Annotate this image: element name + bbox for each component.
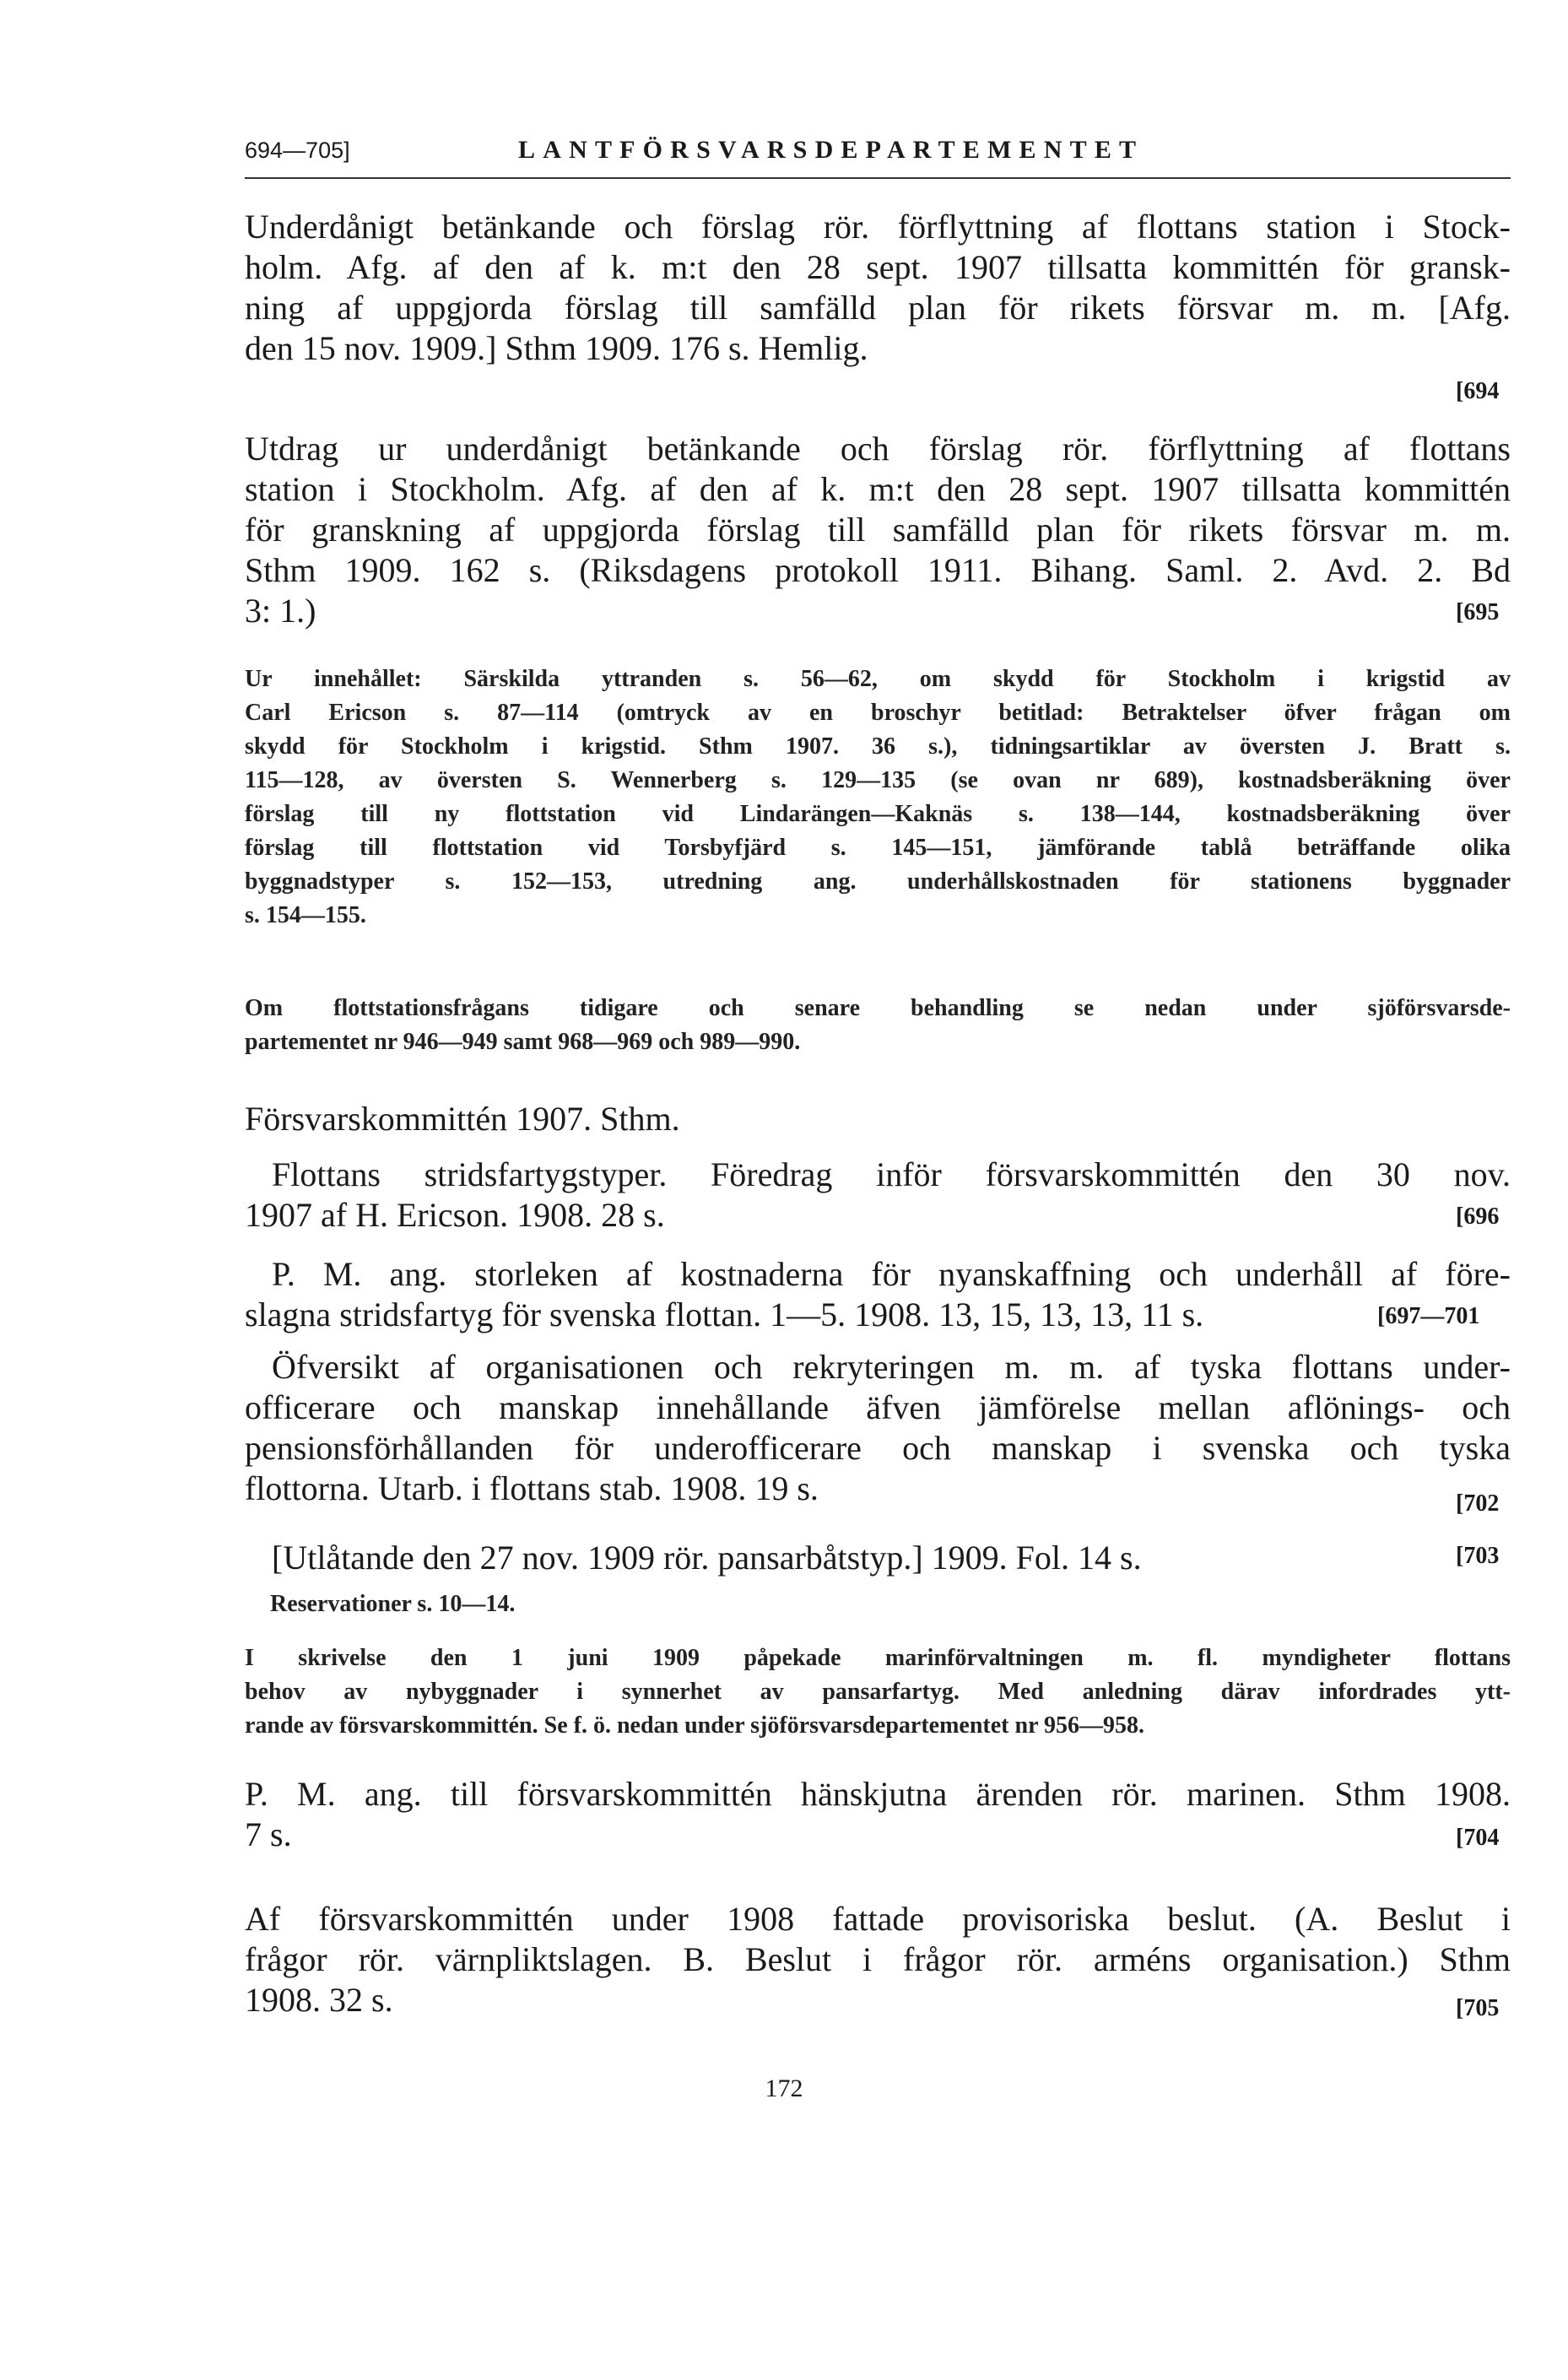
entry-line: holm. Afg. af den af k. m:t den 28 sept. 1907 tillsatta kommittén för gransk- [245, 248, 1511, 286]
note-line: Ur innehållet: Särskilda yttranden s. 56—62, om skydd för Stockholm i krigstid av [245, 666, 1511, 692]
note-line: förslag till flottstation vid Torsbyfjärd s. 145—151, jämförande tablå beträffande olika [245, 835, 1511, 861]
note-line: skydd för Stockholm i krigstid. Sthm 1907. 36 s.), tidningsartiklar av översten J. Bratt s. [245, 733, 1511, 760]
entry-line: 3: 1.) [245, 592, 316, 630]
entry-702 [245, 1347, 1511, 1509]
entry-line: Utdrag ur underdånigt betänkande och förslag rör. förflyttning af flottans [245, 430, 1511, 468]
entry-line: 1907 af H. Ericson. 1908. 28 s. [245, 1196, 665, 1234]
entry-line: Öfversikt af organisationen och rekryteringen m. m. af tyska flottans under- [272, 1348, 1511, 1386]
entry-line: Af försvarskommittén under 1908 fattade provisoriska beslut. (A. Beslut i [245, 1900, 1511, 1938]
entry-line: frågor rör. värnpliktslagen. B. Beslut i frågor rör. arméns organisation.) Sthm [245, 1940, 1511, 1978]
entry-line: [Utlåtande den 27 nov. 1909 rör. pansarbåtstyp.] 1909. Fol. 14 s. [272, 1539, 1142, 1577]
entry-number-695: [695 [1456, 599, 1500, 625]
entry-number-705: [705 [1456, 1995, 1500, 2021]
entry-line: Flottans stridsfartygstyper. Föredrag inför försvarskommittén den 30 nov. [272, 1155, 1511, 1193]
entry-696 [245, 1155, 1511, 1236]
entry-line: den 15 nov. 1909.] Sthm 1909. 176 s. Hemlig. [245, 329, 868, 367]
entry-line: P. M. ang. storleken af kostnaderna för nyanskaffning och underhåll af före- [272, 1255, 1511, 1293]
group-heading [245, 1099, 1511, 1139]
note-line: I skrivelse den 1 juni 1909 påpekade marinförvaltningen m. fl. myndigheter flottans [245, 1645, 1511, 1671]
page-header [245, 133, 1519, 176]
entry-number-696: [696 [1456, 1204, 1500, 1230]
entry-line: 7 s. [245, 1815, 292, 1853]
note-line: Reservationer s. 10—14. [270, 1591, 516, 1617]
cross-reference-note-695 [245, 992, 1511, 1059]
entry-line: officerare och manskap innehållande äfven jämförelse mellan aflönings- och [245, 1388, 1511, 1426]
entry-line: pensionsförhållanden för underofficerare och manskap i svenska och tyska [245, 1429, 1511, 1467]
entry-line: P. M. ang. till försvarskommittén hänskjutna ärenden rör. marinen. Sthm 1908. [245, 1775, 1511, 1813]
entry-number-694: [694 [1456, 378, 1500, 404]
group-heading-text: Försvarskommittén 1907. Sthm. [245, 1100, 680, 1138]
entry-line: Sthm 1909. 162 s. (Riksdagens protokoll 1911. Bihang. Saml. 2. Avd. 2. Bd [245, 551, 1511, 589]
entry-number-704: [704 [1456, 1825, 1500, 1851]
entry-line: flottorna. Utarb. i flottans stab. 1908. 19 s. [245, 1469, 819, 1507]
entry-number-703: [703 [1456, 1543, 1500, 1569]
entry-line: station i Stockholm. Afg. af den af k. m:t den 28 sept. 1907 tillsatta kommittén [245, 470, 1511, 508]
entry-line: 1908. 32 s. [245, 1981, 393, 2019]
entry-694 [245, 207, 1511, 369]
entry-line: Underdånigt betänkande och förslag rör. förflyttning af flottans station i Stock- [245, 208, 1511, 246]
note-line: behov av nybyggnader i synnerhet av pansarfartyg. Med anledning därav infordrades ytt- [245, 1679, 1511, 1705]
note-line: rande av försvarskommittén. Se f. ö. nedan under sjöförsvarsdepartementet nr 956—958. [245, 1712, 1144, 1739]
entry-line: för granskning af uppgjorda förslag till samfälld plan för rikets försvar m. m. [245, 511, 1511, 549]
reservations-note-703 [270, 1588, 1511, 1621]
header-entry-range: 694—705] [245, 138, 350, 163]
entry-number-702: [702 [1456, 1490, 1500, 1517]
note-line: partementet nr 946—949 samt 968—969 och 989—990. [245, 1029, 801, 1055]
entry-line: slagna stridsfartyg för svenska flottan. 1—5. 1908. 13, 15, 13, 13, 11 s. [245, 1295, 1204, 1333]
entry-704 [245, 1774, 1511, 1855]
background-note-703 [245, 1642, 1511, 1743]
header-rule [245, 177, 1511, 179]
page-number: 172 [765, 2074, 803, 2102]
entry-697-701 [245, 1254, 1511, 1335]
contents-note-695 [245, 663, 1511, 933]
note-line: Om flottstationsfrågans tidigare och senare behandling se nedan under sjöförsvarsde- [245, 995, 1511, 1021]
note-line: förslag till ny flottstation vid Lindarängen—Kaknäs s. 138—144, kostnadsberäkning över [245, 801, 1511, 827]
entry-695 [245, 429, 1511, 631]
entry-line: ning af uppgjorda förslag till samfälld plan för rikets försvar m. m. [Afg. [245, 289, 1511, 327]
entry-703 [245, 1538, 1511, 1578]
note-line: Carl Ericson s. 87—114 (omtryck av en broschyr betitlad: Betraktelser öfver frågan om [245, 700, 1511, 726]
note-line: s. 154—155. [245, 902, 366, 928]
note-line: byggnadstyper s. 152—153, utredning ang. underhållskostnaden för stationens byggnader [245, 868, 1511, 895]
entry-number-697-701: [697—701 [1377, 1303, 1480, 1329]
header-title: LANTFÖRSVARSDEPARTEMENTET [518, 136, 1144, 164]
note-line: 115—128, av översten S. Wennerberg s. 129—135 (se ovan nr 689), kostnadsberäkning över [245, 767, 1511, 793]
entry-705 [245, 1899, 1511, 2020]
